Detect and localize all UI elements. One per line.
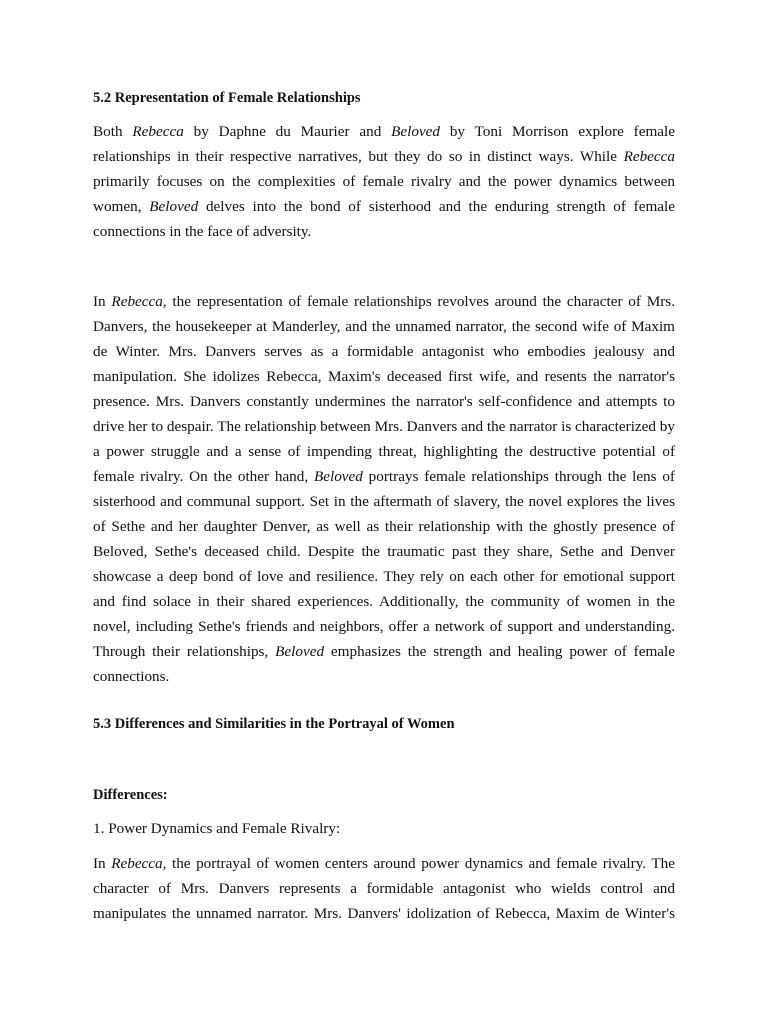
book-title-beloved: Beloved	[149, 198, 199, 215]
text-run: emphasizes the strength and healing power of female connections.	[93, 643, 675, 685]
text-run: primarily focuses on the complexities of female rivalry and the power dynamics between women,	[93, 173, 675, 215]
book-title-rebecca: Rebecca	[111, 293, 163, 310]
subheading-differences: Differences:	[93, 787, 168, 803]
text-run: by Daphne du Maurier and	[183, 123, 392, 140]
text-run: portrays female relationships through the lens of sisterhood and communal support. Set in the aftermath of slavery, the novel explores the lives of Sethe and her daughter Denver, as well as their relationship with the ghostly presence of Beloved, Sethe's deceased child. Despite the traumatic past they share, Sethe and Denver showcase a deep bond of love and resilience. They rely on each other for emotional support and find solace in their shared experiences. Additionally, the community of women in the novel, including Sethe's friends and neighbors, offer a network of support and understanding. Through their relationships,	[93, 468, 675, 660]
text-run: , the representation of female relationships revolves around the character of Mrs. Danvers, the housekeeper at Manderley, and the unnamed narrator, the second wife of Maxim de Winter. Mrs. Danvers serves as a formidable antagonist who embodies jealousy and manipulation. She idolizes Rebecca, Maxim's deceased first wife, and resents the narrator's presence. Mrs. Danvers constantly undermines the narrator's self-confidence and attempts to drive her to despair. The relationship between Mrs. Danvers and the narrator is characterized by a power struggle and a sense of impending threat, highlighting the destructive potential of female rivalry. On the other hand,	[93, 293, 675, 485]
book-title-beloved: Beloved	[313, 468, 363, 485]
paragraph-intro	[93, 119, 675, 244]
text-run: Both	[93, 123, 133, 140]
text-run: by Toni Morrison explore female relationships in their respective narratives, but they do so in distinct ways. While	[93, 123, 676, 165]
section-heading-5-2: 5.2 Representation of Female Relationships	[93, 90, 361, 106]
book-title-rebecca: Rebecca	[111, 855, 163, 872]
list-item-title-power-dynamics: 1. Power Dynamics and Female Rivalry:	[93, 820, 341, 837]
book-title-rebecca: Rebecca	[623, 148, 675, 165]
book-title-rebecca: Rebecca	[132, 123, 184, 140]
paragraph-power-dynamics	[93, 851, 675, 926]
text-run: delves into the bond of sisterhood and the enduring strength of female connections in the face of adversity.	[93, 198, 675, 240]
text-run: In	[93, 855, 112, 872]
section-heading-5-3: 5.3 Differences and Similarities in the Portrayal of Women	[93, 716, 455, 732]
paragraph-rebecca-beloved-relationships	[93, 289, 675, 689]
text-run: , the portrayal of women centers around power dynamics and female rivalry. The character of Mrs. Danvers represents a formidable antagonist who wields control and manipulates the unnamed narrator. Mrs. Danvers' idolization of Rebecca, Maxim de Winter's	[93, 855, 675, 922]
book-title-beloved: Beloved	[391, 123, 441, 140]
text-run: In	[93, 293, 112, 310]
book-title-beloved: Beloved	[275, 643, 325, 660]
